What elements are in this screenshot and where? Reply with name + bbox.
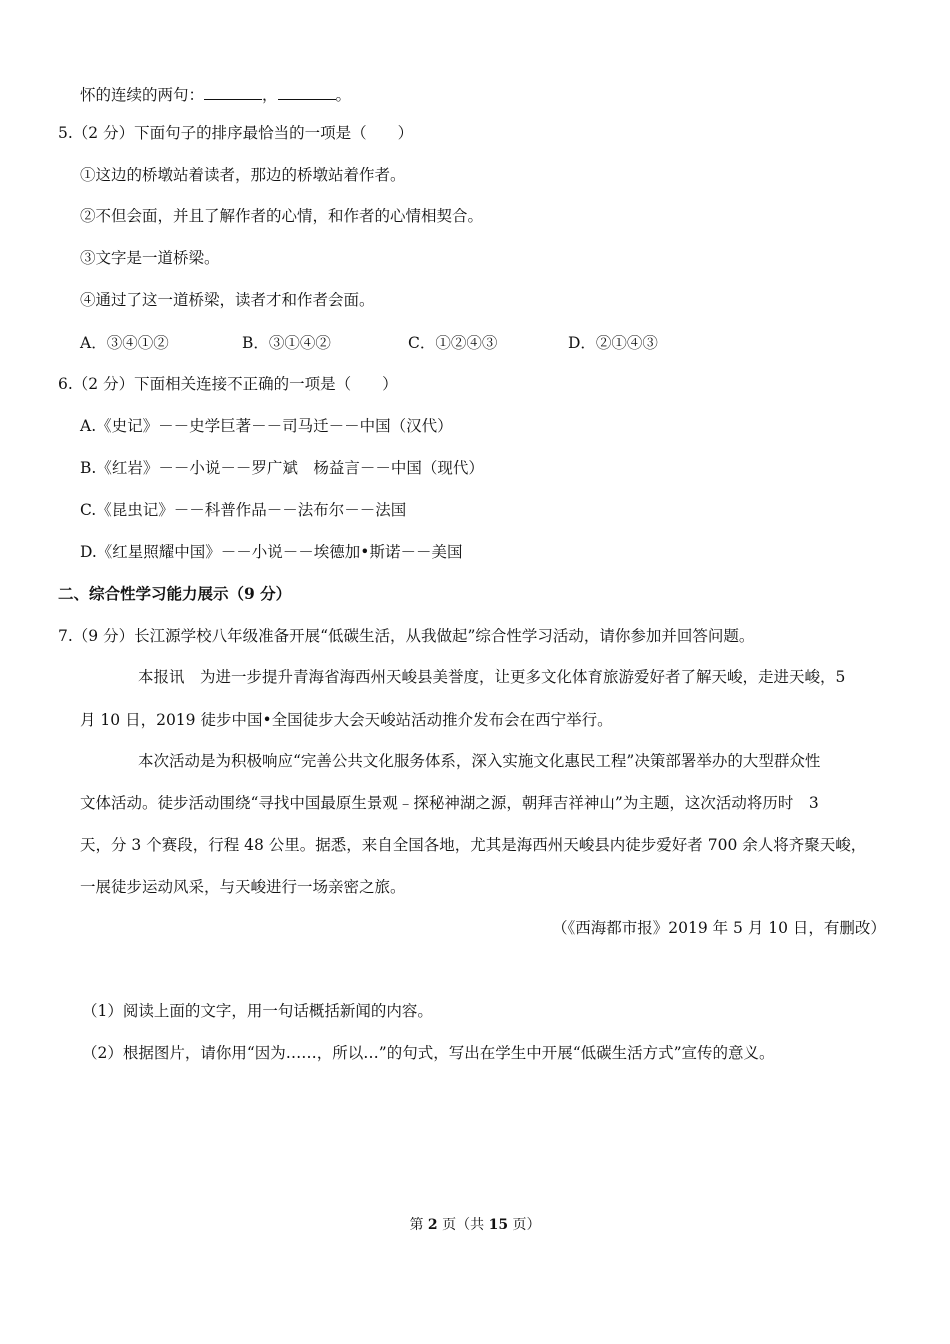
q6-option-b[interactable]: B.《红岩》－－小说－－罗广斌 杨益言－－中国（现代）: [80, 459, 484, 477]
q7-para2-line3: 天，分 3 个赛段，行程 48 公里。据悉，来自全国各地，尤其是海西州天峻县内徒步爱好者 700 余人将齐聚天峻，: [80, 836, 867, 854]
q4-tail-text: 怀的连续的两句：: [80, 86, 205, 104]
q7-para2-line1: 本次活动是为积极响应“完善公共文化服务体系，深入实施文化惠民工程”决策部署举办的大型群众性: [138, 752, 821, 770]
q5-sentence-4: ④通过了这一道桥梁，读者才和作者会面。: [80, 291, 375, 309]
footer-middle: 页（共: [437, 1217, 489, 1233]
q5-option-a[interactable]: A．③④①②: [80, 334, 169, 352]
section-2-title: 二、综合性学习能力展示（9 分）: [58, 584, 292, 603]
q5-option-d[interactable]: D．②①④③: [568, 334, 658, 352]
total-pages: 15: [488, 1217, 509, 1233]
q7-para2-line4: 一展徒步运动风采，与天峻进行一场亲密之旅。: [80, 878, 406, 896]
q7-para1-line1: 本报讯 为进一步提升青海省海西州天峻县美誉度，让更多文化体育旅游爱好者了解天峻，走进天峻，5: [138, 668, 846, 686]
q7-stem: 7.（9 分）长江源学校八年级准备开展“低碳生活，从我做起”综合性学习活动，请你参加并回答问题。: [58, 627, 755, 645]
q5-option-c[interactable]: C．①②④③: [408, 334, 498, 352]
q7-source: （《西海都市报》2019 年 5 月 10 日，有删改）: [552, 919, 886, 937]
q4-tail-line: [80, 84, 351, 106]
q6-option-a[interactable]: A.《史记》－－史学巨著－－司马迁－－中国（汉代）: [80, 417, 453, 435]
q7-para2-line2: 文体活动。徒步活动围绕“寻找中国最原生景观﹣探秘神湖之源，朝拜吉祥神山”为主题，这次活动将历时 3: [80, 794, 819, 812]
footer-suffix: 页）: [508, 1217, 541, 1233]
q5-sentence-3: ③文字是一道桥梁。: [80, 249, 220, 267]
page-footer: [0, 1215, 950, 1235]
q7-sub-question-1: （1）阅读上面的文字，用一句话概括新闻的内容。: [82, 1002, 433, 1020]
q4-period: 。: [335, 86, 352, 104]
page-number: 2: [427, 1217, 438, 1233]
q4-comma: ，: [262, 86, 278, 104]
q7-sub-question-2: （2）根据图片，请你用“因为……，所以…”的句式，写出在学生中开展“低碳生活方式”宣传的意义。: [82, 1044, 775, 1062]
q5-option-b[interactable]: B．③①④②: [242, 334, 331, 352]
q6-stem: 6.（2 分）下面相关连接不正确的一项是（ ）: [58, 375, 398, 393]
q5-sentence-1: ①这边的桥墩站着读者，那边的桥墩站着作者。: [80, 166, 406, 184]
answer-blank-1[interactable]: [204, 84, 262, 100]
q6-option-c[interactable]: C.《昆虫记》－－科普作品－－法布尔－－法国: [80, 501, 407, 519]
q5-stem: 5.（2 分）下面句子的排序最恰当的一项是（ ）: [58, 124, 414, 142]
answer-blank-2[interactable]: [278, 84, 336, 100]
q7-para1-line2: 月 10 日，2019 徒步中国•全国徒步大会天峻站活动推介发布会在西宁举行。: [80, 711, 613, 729]
q6-option-d[interactable]: D.《红星照耀中国》－－小说－－埃德加•斯诺－－美国: [80, 543, 463, 561]
footer-prefix: 第: [409, 1217, 428, 1233]
q5-sentence-2: ②不但会面，并且了解作者的心情，和作者的心情相契合。: [80, 207, 484, 225]
